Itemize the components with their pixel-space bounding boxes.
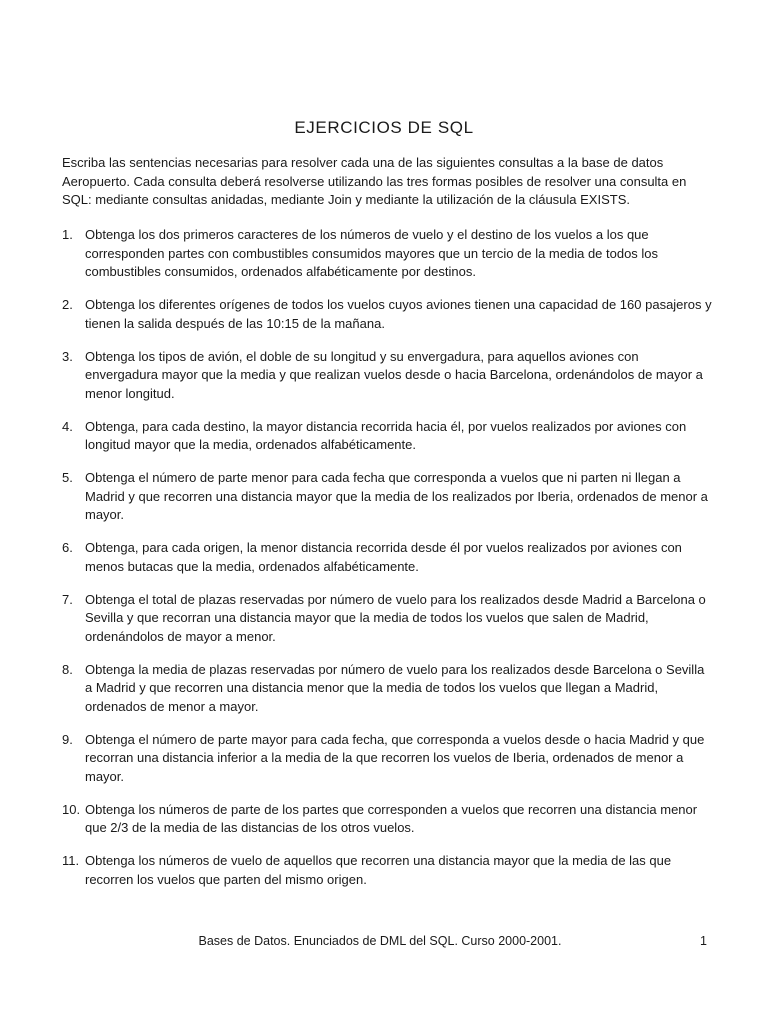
exercise-text: Obtenga los números de parte de los partes que corresponden a vuelos que recorren una distancia menor que 2/3 de la media de las distancias de los otros vuelos. bbox=[85, 801, 698, 835]
exercise-text: Obtenga los números de vuelo de aquellos que recorren una distancia mayor que la media de las que recorren los vuelos que parten del mismo origen. bbox=[85, 853, 672, 887]
exercise-text: Obtenga la media de plazas reservadas por número de vuelo para los realizados desde Barcelona o Sevilla a Madrid y que recorren una distancia menor que la media de todos los vuelos que llegan a Madrid, ordenados de menor a mayor. bbox=[85, 661, 705, 714]
exercise-item bbox=[62, 539, 712, 576]
exercise-number: 6. bbox=[62, 540, 73, 555]
exercise-number: 2. bbox=[62, 297, 73, 312]
exercise-number: 1. bbox=[62, 227, 73, 242]
exercise-number: 9. bbox=[62, 731, 73, 747]
exercise-number: 7. bbox=[62, 591, 73, 607]
exercise-text: Obtenga, para cada destino, la mayor distancia recorrida hacia él, por vuelos realizados por aviones con longitud mayor que la media, ordenados alfabéticamente. bbox=[85, 418, 687, 452]
exercise-text: Obtenga, para cada origen, la menor distancia recorrida desde él por vuelos realizados por aviones con menos butacas que la media, ordenados alfabéticamente. bbox=[85, 540, 682, 574]
exercise-item bbox=[62, 296, 712, 333]
intro-paragraph: Escriba las sentencias necesarias para resolver cada una de las siguientes consultas a la base de datos Aeropuerto. Cada consulta deberá resolverse utilizando las tres formas posibles de resolver una consulta en SQL: mediante consultas anidadas, mediante Join y mediante la utilización de la cláusula EXISTS. bbox=[62, 155, 687, 207]
exercise-text: Obtenga los diferentes orígenes de todos los vuelos cuyos aviones tienen una capacidad de 160 pasajeros y tienen la salida después de las 10:15 de la mañana. bbox=[85, 297, 712, 331]
exercise-item bbox=[62, 591, 712, 647]
exercise-item bbox=[62, 226, 712, 282]
page-number: 1 bbox=[700, 934, 707, 948]
exercise-number: 3. bbox=[62, 348, 73, 364]
exercise-item bbox=[62, 852, 712, 889]
exercise-number: 5. bbox=[62, 470, 73, 485]
exercise-text: Obtenga el número de parte mayor para cada fecha, que corresponda a vuelos desde o hacia Madrid y que recorran una distancia inferior a la media de la que recorren los vuelos de Iberia, ordenados de menor a mayor. bbox=[85, 731, 705, 784]
exercise-number: 10. bbox=[62, 801, 81, 817]
exercise-text: Obtenga los dos primeros caracteres de los números de vuelo y el destino de los vuelos a los que corresponden partes con combustibles consumidos mayores que un tercio de la media de todos los combustibles consumidos, ordenados alfabéticamente por destinos. bbox=[85, 227, 659, 279]
exercise-number: 11. bbox=[62, 853, 80, 868]
exercise-text: Obtenga los tipos de avión, el doble de su longitud y su envergadura, para aquellos aviones con envergadura mayor que la media y que realizan vuelos desde o hacia Barcelona, ordenándolos de mayor a menor longitud. bbox=[85, 348, 703, 401]
exercise-text: Obtenga el total de plazas reservadas por número de vuelo para los realizados desde Madrid a Barcelona o Sevilla y que recorran una distancia mayor que la media de todos los vuelos que salen de Madrid, ordenándolos de mayor a menor. bbox=[85, 591, 706, 644]
exercise-item bbox=[62, 469, 712, 525]
exercise-list bbox=[62, 226, 712, 904]
exercise-text: Obtenga el número de parte menor para cada fecha que corresponda a vuelos que ni parten ni llegan a Madrid y que recorren una distancia mayor que la media de los realizados por Iberia, ordenados de menor a mayor. bbox=[85, 470, 708, 522]
exercise-item bbox=[62, 348, 712, 404]
exercise-item bbox=[62, 418, 712, 455]
exercise-number: 4. bbox=[62, 418, 73, 434]
exercise-number: 8. bbox=[62, 661, 73, 677]
document-title: EJERCICIOS DE SQL bbox=[294, 118, 474, 137]
exercise-item bbox=[62, 731, 712, 787]
exercise-item bbox=[62, 661, 712, 717]
exercise-item bbox=[62, 801, 712, 838]
footer-text: Bases de Datos. Enunciados de DML del SQL. Curso 2000-2001. bbox=[198, 934, 562, 948]
